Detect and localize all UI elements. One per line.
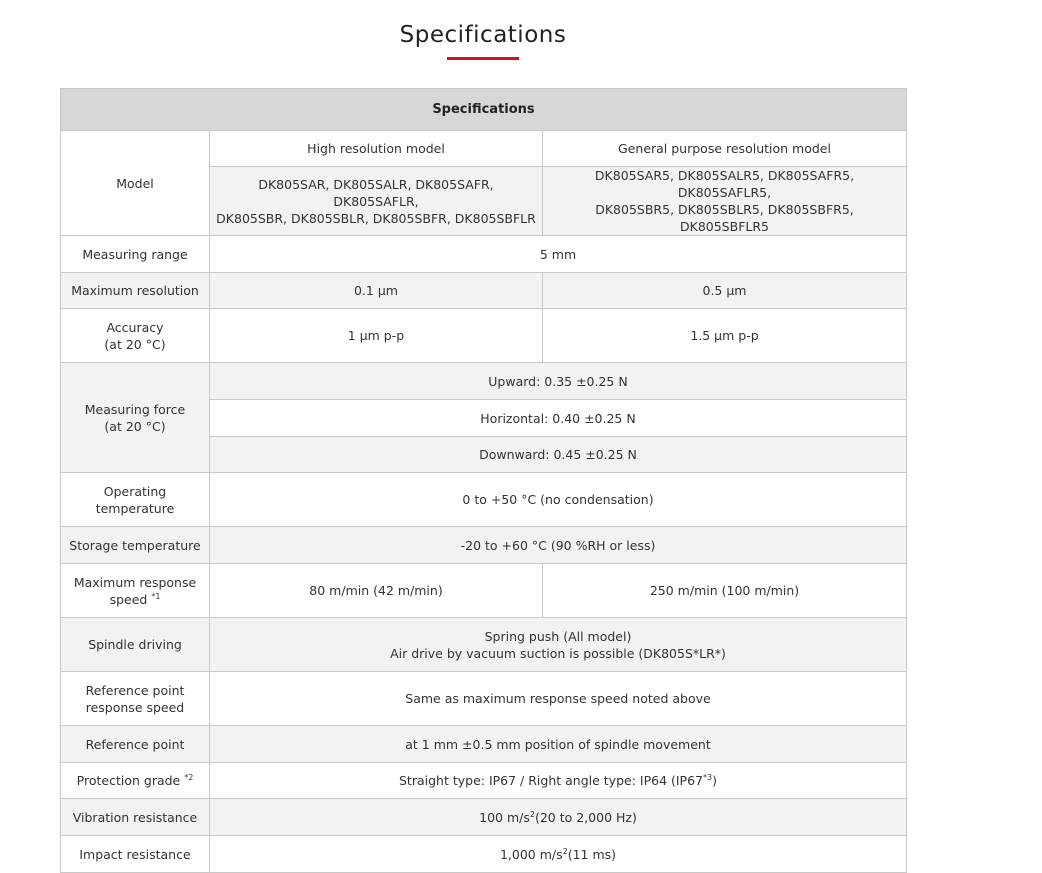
value-text: ) [712, 773, 717, 788]
row-label-measuring-range: Measuring range [61, 236, 210, 273]
value-text: (20 to 2,000 Hz) [534, 809, 637, 825]
impact-resistance-value [210, 836, 907, 873]
value-text: (11 ms) [567, 846, 617, 862]
protection-grade-value [210, 763, 907, 799]
value-line: Spring push (All model) [484, 628, 632, 644]
general-purpose-model-list [543, 167, 907, 236]
row-label-vibration-resistance: Vibration resistance [61, 799, 210, 836]
table-row [61, 527, 907, 564]
reference-point-response-speed-value: Same as maximum response speed noted above [210, 672, 907, 726]
row-label-reference-point-response-speed [61, 672, 210, 726]
footnote-marker: *2 [184, 772, 194, 782]
max-response-speed-high: 80 m/min (42 m/min) [210, 564, 543, 618]
row-label-operating-temperature [61, 473, 210, 527]
superscript: 2 [562, 846, 568, 856]
specifications-table [60, 88, 907, 873]
value-text: 100 m/s [479, 809, 530, 825]
table-row [61, 236, 907, 273]
row-label-spindle-driving: Spindle driving [61, 618, 210, 672]
label-line: speed [109, 591, 148, 607]
label-line: Reference point [85, 682, 185, 698]
reference-point-value: at 1 mm ±0.5 mm position of spindle movement [210, 726, 907, 763]
value-text: 1,000 m/s [499, 846, 563, 862]
value-text: Straight type: IP67 / Right angle type: IP64 (IP67 [399, 773, 703, 788]
measuring-force-horizontal: Horizontal: 0.40 ±0.25 N [210, 400, 907, 437]
measuring-force-downward: Downward: 0.45 ±0.25 N [210, 437, 907, 473]
table-header: Specifications [61, 89, 907, 131]
superscript: 2 [529, 809, 535, 819]
model-list-line: DK805SBR5, DK805SBLR5, DK805SBFR5, DK805SBFLR5 [595, 202, 854, 234]
label-line: Accuracy [106, 319, 164, 335]
label-line: (at 20 °C) [104, 336, 166, 352]
row-label-protection-grade [61, 763, 210, 799]
row-label-maximum-resolution: Maximum resolution [61, 273, 210, 309]
row-label-storage-temperature: Storage temperature [61, 527, 210, 564]
row-label-accuracy [61, 309, 210, 363]
table-row [61, 763, 907, 799]
row-label-model: Model [61, 131, 210, 236]
label-line: Measuring force [84, 401, 186, 417]
table-row [61, 799, 907, 836]
table-row [61, 564, 907, 618]
label-line: Operating [103, 483, 167, 499]
table-row [61, 273, 907, 309]
storage-temperature-value: -20 to +60 °C (90 %RH or less) [210, 527, 907, 564]
max-response-speed-general: 250 m/min (100 m/min) [543, 564, 907, 618]
label-text: Protection grade [76, 773, 181, 788]
table-row [61, 618, 907, 672]
table-row [61, 473, 907, 527]
model-list-line: DK805SAR, DK805SALR, DK805SAFR, DK805SAFLR, [258, 176, 494, 209]
footnote-marker: *3 [703, 772, 713, 782]
footnote-marker: *1 [151, 591, 161, 601]
table-row [61, 672, 907, 726]
high-resolution-model-header: High resolution model [210, 131, 543, 167]
accuracy-high: 1 µm p-p [210, 309, 543, 363]
measuring-force-upward: Upward: 0.35 ±0.25 N [210, 363, 907, 400]
max-resolution-high: 0.1 µm [210, 273, 543, 309]
table-header-row [61, 89, 907, 131]
row-label-reference-point: Reference point [61, 726, 210, 763]
measuring-range-value: 5 mm [210, 236, 907, 273]
label-line: Maximum response [73, 574, 197, 590]
model-list-line: DK805SBR, DK805SBLR, DK805SBFR, DK805SBFLR [216, 210, 536, 226]
table-row [61, 131, 907, 167]
label-line: response speed [85, 699, 185, 715]
table-row [61, 836, 907, 873]
operating-temperature-value: 0 to +50 °C (no condensation) [210, 473, 907, 527]
accuracy-general: 1.5 µm p-p [543, 309, 907, 363]
label-line: (at 20 °C) [104, 418, 166, 434]
table-row [61, 726, 907, 763]
vibration-resistance-value [210, 799, 907, 836]
high-resolution-model-list [210, 167, 543, 236]
max-resolution-general: 0.5 µm [543, 273, 907, 309]
spindle-driving-value [210, 618, 907, 672]
row-label-measuring-force [61, 363, 210, 473]
label-line: temperature [95, 500, 175, 516]
table-row [61, 363, 907, 400]
model-list-line: DK805SAR5, DK805SALR5, DK805SAFR5, DK805SAFLR5, [594, 168, 855, 200]
value-line: Air drive by vacuum suction is possible (DK805S*LR*) [390, 645, 726, 661]
row-label-maximum-response-speed [61, 564, 210, 618]
row-label-impact-resistance: Impact resistance [61, 836, 210, 873]
page-title: Specifications [399, 22, 567, 48]
general-purpose-model-header: General purpose resolution model [543, 131, 907, 167]
table-row [61, 309, 907, 363]
title-underline [447, 57, 519, 60]
